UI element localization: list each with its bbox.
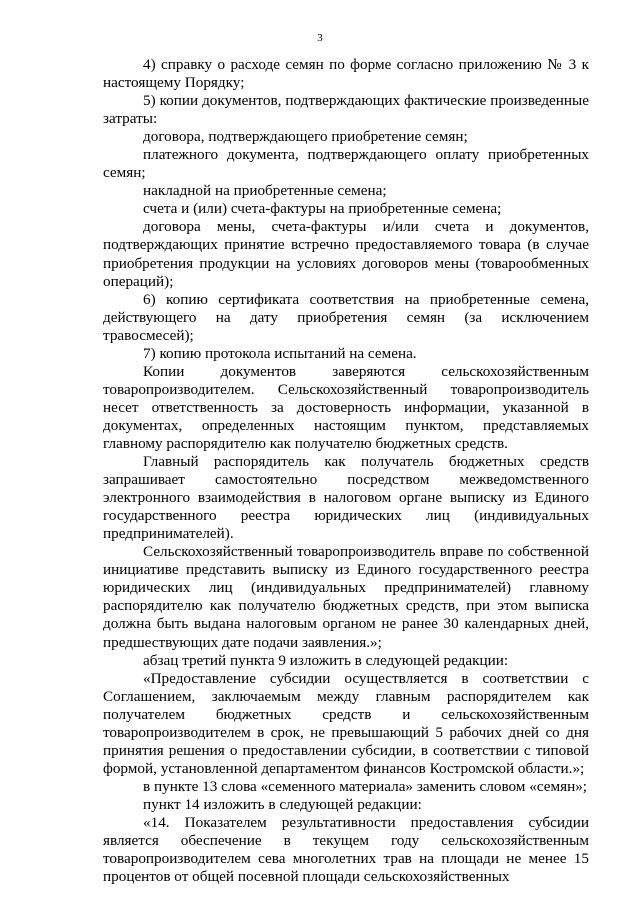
paragraph-producer-right: Сельскохозяйственный товаропроизводитель вправе по собственной инициативе представить выписку из Единого государственного реестра юридических лиц (индивидуальных предпринимателей) главному распорядителю как получателю бюджетных средств, при этом выписка должна быть выдана налоговым органом не ранее 30 календарных дней, предшествующих дате подачи заявления.»; — [103, 543, 589, 651]
paragraph-exchange-contract: договора мены, счета-фактуры и/или счета и документов, подтверждающих принятие встречно предоставляемого товара (в случае приобретения продукции на условиях договоров мены (товарообменных операций); — [103, 218, 589, 290]
paragraph-amend-point-14: пункт 14 изложить в следующей редакции: — [143, 795, 422, 813]
paragraph-amend-point-9: абзац третий пункта 9 изложить в следующей редакции: — [143, 651, 509, 669]
page-number: 3 — [317, 32, 323, 44]
paragraph-payment-document: платежного документа, подтверждающего оплату приобретенных семян; — [103, 146, 589, 182]
paragraph-bill: счета и (или) счета-фактуры на приобретенные семена; — [143, 200, 502, 218]
paragraph-item-6: 6) копию сертификата соответствия на приобретенные семена, действующего на дату приобретения семян (за исключением травосмесей); — [103, 290, 589, 344]
paragraph-point-14-text: «14. Показателем результативности предоставления субсидии является обеспечение в текущем году сельскохозяйственным товаропроизводителем сева многолетних трав на площади не менее 15 процентов от общей посевной площади сельскохозяйственных — [103, 813, 589, 886]
paragraph-item-7: 7) копию протокола испытаний на семена. — [143, 344, 417, 362]
paragraph-invoice: накладной на приобретенные семена; — [143, 182, 387, 200]
paragraph-contract-purchase: договора, подтверждающего приобретение семян; — [143, 128, 468, 146]
paragraph-item-4: 4) справку о расходе семян по форме согласно приложению № 3 к настоящему Порядку; — [103, 56, 589, 92]
paragraph-item-5: 5) копии документов, подтверждающих фактические произведенные затраты: — [103, 92, 589, 128]
paragraph-amend-point-13: в пункте 13 слова «семенного материала» заменить словом «семян»; — [143, 777, 588, 795]
paragraph-subsidy-provision: «Предоставление субсидии осуществляется в соответствии с Соглашением, заключаемым между главным распорядителем как получателем бюджетных средств и сельскохозяйственным товаропроизводителем в срок, не превышающий 5 рабочих дней со дня принятия решения о предоставлении субсидии, в соответствии с типовой формой, установленной департаментом финансов Костромской области.»; — [103, 669, 589, 777]
paragraph-copies-certified: Копии документов заверяются сельскохозяйственным товаропроизводителем. Сельскохозяйственный товаропроизводитель несет ответственность за достоверность информации, указанной в документах, определенных настоящим пунктом, представляемых главному распорядителю как получателю бюджетных средств. — [103, 362, 589, 452]
document-body — [103, 56, 589, 886]
paragraph-main-manager-request: Главный распорядитель как получатель бюджетных средств запрашивает самостоятельно посредством межведомственного электронного взаимодействия в налоговом органе выписку из Единого государственного реестра юридических лиц (индивидуальных предпринимателей). — [103, 453, 589, 543]
